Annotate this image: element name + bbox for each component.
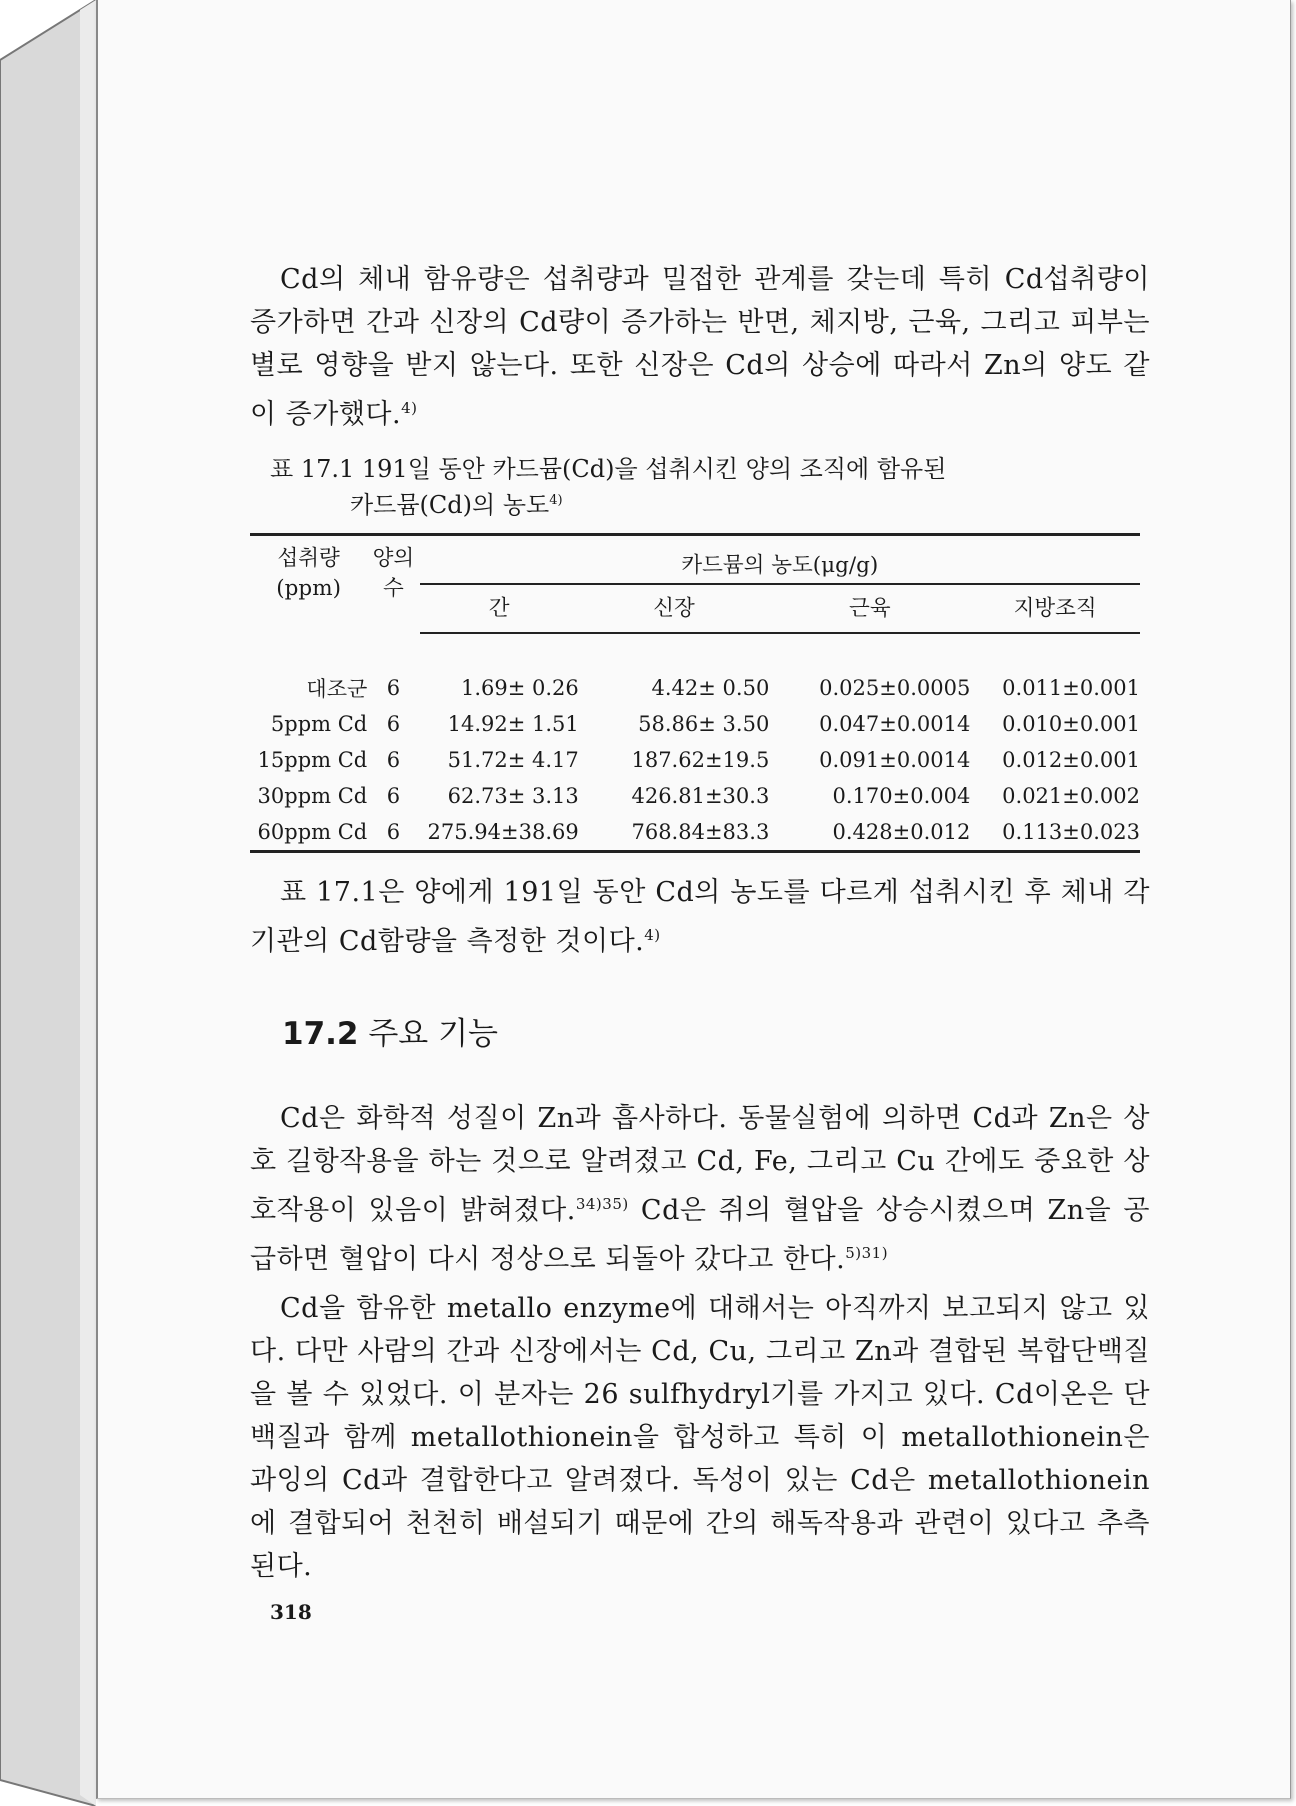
caption-line-1: 표 17.1 191일 동안 카드뮴(Cd)을 섭취시킨 양의 조직에 함유된 xyxy=(270,455,947,483)
table-row: 대조군 6 1.69± 0.26 4.42± 0.50 0.025±0.0005 0.011±0.001 xyxy=(306,676,1140,701)
paragraph-function-2: Cd을 함유한 metallo enzyme에 대해서는 아직까지 보고되지 않고 있다. 다만 사람의 간과 신장에서는 Cd, Cu, 그리고 Zn과 결합된 복합단백질을 볼 수 있었다. 이 분자는 26 sulfhydryl기를 가지고 있다. Cd이온은 단백질과 함께 metallothionein을 합성하고 특히 이 metallothionein은 과잉의 Cd과 결합한다고 알려졌다. 독성이 있는 Cd은 metallothionein에 결합되어 천천히 배설되기 때문에 간의 해독작용과 관련이 있다고 추측된다. xyxy=(250,1293,1150,1582)
section-title: 주요 기능 xyxy=(368,1016,498,1052)
page-number: 318 xyxy=(270,1600,312,1624)
page-content xyxy=(250,258,1150,1588)
paragraph-table-description: 표 17.1은 양에게 191일 동안 Cd의 농도를 다르게 섭취시킨 후 체내 각 기관의 Cd함량을 측정한 것이다.$^{4)}$ xyxy=(250,877,1150,957)
section-heading xyxy=(282,1008,1150,1053)
section-number: 17.2 xyxy=(282,1016,359,1052)
table-row: 15ppm Cd 6 51.72± 4.17 187.62±19.5 0.091±0.0014 0.012±0.001 xyxy=(257,748,1140,772)
header-kidney: 신장 xyxy=(579,584,770,633)
paragraph-function-1: Cd은 화학적 성질이 Zn과 흡사하다. 동물실험에 의하면 Cd과 Zn은 상호 길항작용을 하는 것으로 알려졌고 Cd, Fe, 그리고 Cu 간에도 중요한 상호작용이 있음이 밝혀졌다.$^{34)35)}$ Cd은 쥐의 혈압을 상승시켰으며 Zn을 공급하면 혈압이 다시 정상으로 되돌아 갔다고 한다.$^{5)31)}$ xyxy=(250,1103,1151,1275)
header-fat: 지방조직 xyxy=(970,584,1140,633)
header-liver: 간 xyxy=(420,584,579,633)
reference-mark: 4) xyxy=(644,926,661,944)
header-muscle: 근육 xyxy=(769,584,970,633)
reference-mark: 5)31) xyxy=(845,1244,889,1262)
reference-mark: 4) xyxy=(401,399,418,417)
header-sheep-count: 양의 수 xyxy=(372,546,415,601)
table-row: 60ppm Cd 6 275.94±38.69 768.84±83.3 0.428±0.012 0.113±0.023 xyxy=(257,820,1140,844)
header-intake: 섭취량 (ppm) xyxy=(276,546,341,601)
table-caption xyxy=(250,454,1150,521)
table-row: 5ppm Cd 6 14.92± 1.51 58.86± 3.50 0.047±0.0014 0.010±0.001 xyxy=(270,712,1140,736)
cadmium-concentration-table xyxy=(250,533,1140,853)
header-concentration-group: 카드뮴의 농도(μg/g) xyxy=(420,535,1140,585)
reference-mark: 34)35) xyxy=(575,1195,629,1213)
paragraph-intro: Cd의 체내 함유량은 섭취량과 밀접한 관계를 갖는데 특히 Cd섭취량이 증가하면 간과 신장의 Cd량이 증가하는 반면, 체지방, 근육, 그리고 피부는 별로 영향을 받지 않는다. 또한 신장은 Cd의 상승에 따라서 Zn의 양도 같이 증가했다.$^{4)}$ xyxy=(250,264,1150,430)
table-row: 30ppm Cd 6 62.73± 3.13 426.81±30.3 0.170±0.004 0.021±0.002 xyxy=(257,784,1140,808)
book-spine-edge xyxy=(0,0,96,1806)
caption-line-2: 카드뮴(Cd)의 농도$^{4)}$ xyxy=(350,491,563,519)
